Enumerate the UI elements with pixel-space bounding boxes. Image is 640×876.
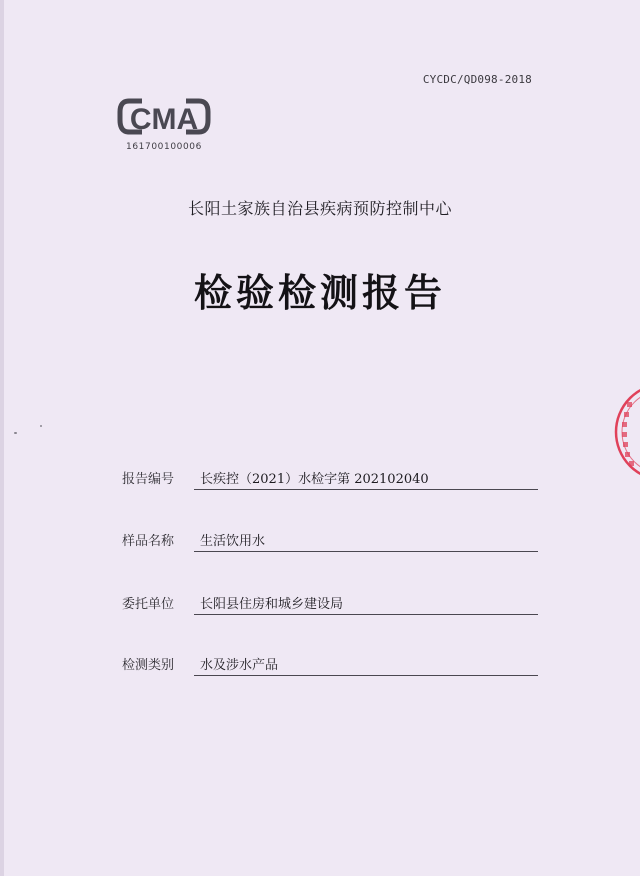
field-underline bbox=[194, 614, 538, 615]
field-value: 生活饮用水 bbox=[200, 534, 266, 549]
cma-number: 161700100006 bbox=[126, 142, 202, 152]
institution-name: 长阳土家族自治县疾病预防控制中心 bbox=[187, 199, 452, 218]
scan-speck bbox=[40, 425, 42, 427]
field-value: 长阳县住房和城乡建设局 bbox=[200, 597, 344, 612]
field-value: 长疾控（2021）水检字第 202102040 bbox=[200, 472, 429, 487]
field-underline bbox=[194, 551, 538, 552]
cma-letters: CMA bbox=[129, 103, 199, 136]
field-label: 样品名称 bbox=[122, 534, 175, 549]
field-underline bbox=[194, 675, 538, 676]
cma-mark-icon bbox=[116, 96, 212, 142]
field-value: 水及涉水产品 bbox=[200, 658, 279, 673]
field-label: 委托单位 bbox=[122, 597, 175, 612]
scan-speck bbox=[14, 432, 17, 434]
official-seal bbox=[606, 380, 640, 490]
field-label: 报告编号 bbox=[122, 472, 175, 487]
document-code: CYCDC/QD098-2018 bbox=[422, 73, 532, 86]
scan-edge bbox=[0, 0, 4, 876]
cma-logo bbox=[116, 96, 212, 156]
seal-stamp-icon bbox=[606, 380, 640, 490]
report-title: 检验检测报告 bbox=[193, 271, 446, 315]
field-underline bbox=[194, 489, 538, 490]
field-label: 检测类别 bbox=[122, 658, 175, 673]
